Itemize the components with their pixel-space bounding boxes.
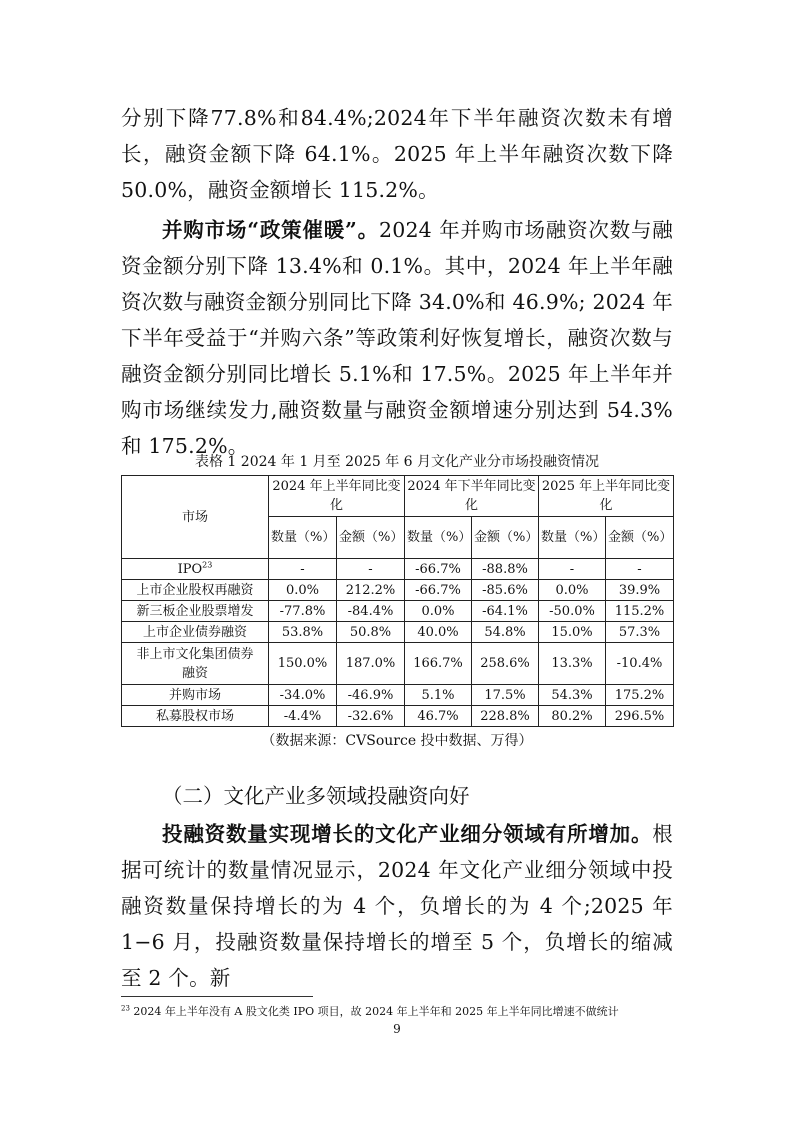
table-cell: -10.4%	[606, 643, 674, 685]
table-cell: 258.6%	[472, 643, 539, 685]
table-cell: -77.8%	[269, 601, 337, 622]
table-cell: 40.0%	[405, 622, 472, 643]
table-cell: 166.7%	[405, 643, 472, 685]
page-number: 9	[393, 1022, 401, 1036]
group-header: 2025 年上半年同比变化	[539, 476, 674, 517]
row-label	[122, 559, 269, 580]
table-cell: 150.0%	[269, 643, 337, 685]
group-header: 2024 年下半年同比变化	[405, 476, 539, 517]
table-row	[122, 622, 674, 643]
table-cell: 212.2%	[337, 580, 405, 601]
table-cell: 187.0%	[337, 643, 405, 685]
table-row	[122, 601, 674, 622]
table-cell: -32.6%	[337, 706, 405, 727]
paragraph-lead: 并购市场“政策催暖”。	[162, 218, 379, 242]
table-cell: 39.9%	[606, 580, 674, 601]
paragraph-text: 2024 年并购市场融资次数与融资金额分别下降 13.4%和 0.1%。其中，2024 年上半年融资次数与融资金额分别同比下降 34.0%和 46.9%; 2024 年下半年受益于“并购六条”等政策利好恢复增长，融资次数与融资金额分别同比增长 5.1%和 17.5%。2025 年上半年并购市场继续发力,融资数量与融资金额增速分别达到 54.3%和 175.2%。	[121, 218, 673, 458]
table-cell: 80.2%	[539, 706, 606, 727]
table-cell: -4.4%	[269, 706, 337, 727]
footnote-mark: 23	[121, 1004, 130, 1013]
table-cell: -46.9%	[337, 685, 405, 706]
table-cell: 57.3%	[606, 622, 674, 643]
table-header-row	[122, 476, 674, 517]
table-cell: 5.1%	[405, 685, 472, 706]
paragraph-mna-market	[121, 212, 673, 464]
row-label: 上市企业债券融资	[122, 622, 269, 643]
row-label-text: IPO	[177, 561, 203, 577]
section-subheading: （二）文化产业多领域投融资向好	[162, 784, 470, 808]
table-cell: 46.7%	[405, 706, 472, 727]
table-cell: 50.8%	[337, 622, 405, 643]
table-cell: -64.1%	[472, 601, 539, 622]
footnote-divider	[121, 996, 313, 997]
table-cell: -84.4%	[337, 601, 405, 622]
table-source-note: （数据来源：CVSource 投中数据、万得）	[261, 733, 533, 749]
subheader: 金额（%）	[472, 517, 539, 559]
paragraph-text: 根据可统计的数量情况显示，2024 年文化产业细分领域中投融资数量保持增长的为 4 个，负增长的为 4 个;2025 年 1−6 月，投融资数量保持增长的增至 5 个，负增长的缩减至 2 个。新	[121, 822, 673, 990]
table-cell: 0.0%	[269, 580, 337, 601]
row-label: 并购市场	[122, 685, 269, 706]
table-cell: 54.3%	[539, 685, 606, 706]
table-cell: -66.7%	[405, 580, 472, 601]
subheader: 数量（%）	[269, 517, 337, 559]
table-cell: -85.6%	[472, 580, 539, 601]
table-cell: 0.0%	[405, 601, 472, 622]
column-header-market: 市场	[122, 476, 269, 559]
table-cell: 54.8%	[472, 622, 539, 643]
paragraph-lead: 投融资数量实现增长的文化产业细分领域有所增加。	[162, 822, 653, 846]
subheader: 金额（%）	[606, 517, 674, 559]
table-cell: -	[539, 559, 606, 580]
table-cell: -66.7%	[405, 559, 472, 580]
table-cell: 115.2%	[606, 601, 674, 622]
row-label: 上市企业股权再融资	[122, 580, 269, 601]
table-cell: 296.5%	[606, 706, 674, 727]
table-cell: -88.8%	[472, 559, 539, 580]
table-cell: -	[337, 559, 405, 580]
table-cell: 53.8%	[269, 622, 337, 643]
table-cell: -34.0%	[269, 685, 337, 706]
row-label: 私募股权市场	[122, 706, 269, 727]
subheader: 金额（%）	[337, 517, 405, 559]
table-row	[122, 580, 674, 601]
table-cell: -	[606, 559, 674, 580]
table-caption: 表格 1 2024 年 1 月至 2025 年 6 月文化产业分市场投融资情况	[194, 454, 600, 470]
footnote	[121, 1004, 681, 1019]
table-cell: 13.3%	[539, 643, 606, 685]
subheader: 数量（%）	[405, 517, 472, 559]
table-cell: 228.8%	[472, 706, 539, 727]
paragraph-text: 分别下降77.8%和84.4%;2024年下半年融资次数未有增长，融资金额下降 64.1%。2025 年上半年融资次数下降 50.0%，融资金额增长 115.2%。	[121, 106, 673, 202]
table-cell: 15.0%	[539, 622, 606, 643]
table-cell: 175.2%	[606, 685, 674, 706]
paragraph-subsector-growth	[121, 816, 673, 996]
table-cell: -50.0%	[539, 601, 606, 622]
footnote-mark: 23	[202, 560, 213, 570]
table-row	[122, 643, 674, 685]
table-cell: 0.0%	[539, 580, 606, 601]
table-row	[122, 685, 674, 706]
paragraph-financing-summary	[121, 100, 673, 208]
footnote-text: 2024 年上半年没有 A 股文化类 IPO 项目，故 2024 年上半年和 2025 年上半年同比增速不做统计	[133, 1005, 619, 1018]
table-row	[122, 706, 674, 727]
market-financing-table	[121, 475, 674, 727]
subheader: 数量（%）	[539, 517, 606, 559]
group-header: 2024 年上半年同比变化	[269, 476, 405, 517]
row-label: 非上市文化集团债券融资	[122, 643, 269, 685]
row-label: 新三板企业股票增发	[122, 601, 269, 622]
table-cell: -	[269, 559, 337, 580]
table-cell: 17.5%	[472, 685, 539, 706]
table-row	[122, 559, 674, 580]
